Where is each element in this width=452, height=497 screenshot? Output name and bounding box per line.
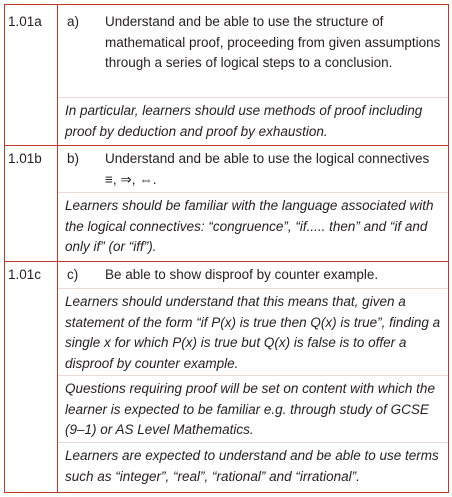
row-note-1-01c-2: Questions requiring proof will be set on content with which the learner is expected to be familiar e.g. through study of GCSE (9–1) or AS Level Mathematics. <box>65 381 435 437</box>
column-divider <box>57 5 58 492</box>
row-text-1-01b: Understand and be able to use the logical connectives ≡, ⇒, ⇔. <box>105 151 430 187</box>
row-letter-a: a) <box>67 14 80 29</box>
row-separator <box>58 288 448 289</box>
spec-table <box>4 4 449 493</box>
row-separator <box>58 97 448 98</box>
row-note-1-01c-1: Learners should understand that this means that, given a statement of the form “if P(x) is true then Q(x) is true”, finding a single x for which P(x) is true but Q(x) is false is to offer a disproof by counter example. <box>65 294 441 371</box>
row-note-1-01c-3: Learners are expected to understand and be able to use terms such as “integer”, “real”, “rational” and “irrational”. <box>65 448 439 484</box>
row-text-1-01a: Understand and be able to use the structure of mathematical proof, proceeding from given assumptions through a series of logical steps to a conclusion. <box>105 14 441 70</box>
row-separator <box>58 375 448 376</box>
row-separator <box>58 442 448 443</box>
row-code-1-01b: 1.01b <box>8 151 42 166</box>
row-code-1-01c: 1.01c <box>8 267 42 282</box>
row-divider <box>5 261 448 262</box>
row-letter-c: c) <box>67 267 79 282</box>
row-note-1-01b-1: Learners should be familiar with the language associated with the logical connectives: “congruence”, “if..... then” and “if and only if” (or “iff”). <box>65 198 434 254</box>
row-code-1-01a: 1.01a <box>8 14 42 29</box>
row-separator <box>58 192 448 193</box>
row-divider <box>5 145 448 146</box>
row-letter-b: b) <box>67 151 80 166</box>
row-note-1-01a-1: In particular, learners should use methods of proof including proof by deduction and proof by exhaustion. <box>65 103 423 139</box>
row-text-1-01c: Be able to show disproof by counter example. <box>105 267 379 282</box>
